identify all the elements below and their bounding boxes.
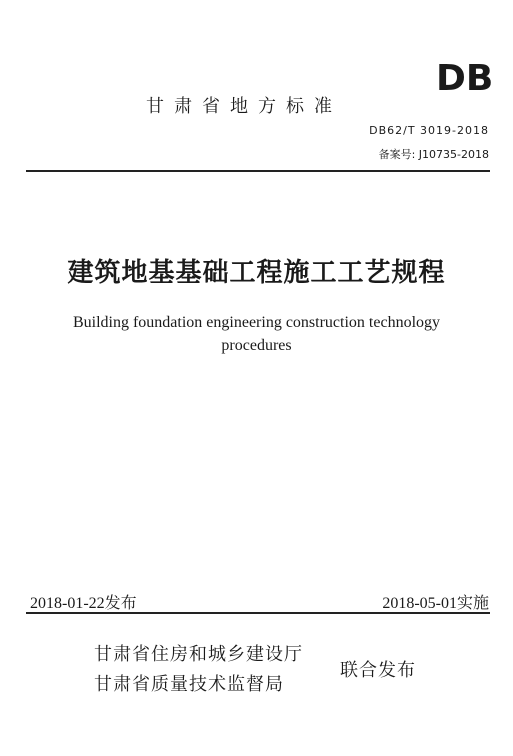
filing-number: 备案号: J10735-2018 [378, 148, 489, 161]
joint-release-label: 联合发布 [340, 660, 416, 681]
document-title-english [0, 311, 513, 357]
issue-date: 2018-01-22发布 [30, 595, 137, 612]
standard-type: 甘肃省地方标准 [146, 96, 342, 117]
issuer-quality-bureau: 甘肃省质量技术监督局 [94, 674, 284, 695]
top-divider [26, 170, 490, 172]
standard-number: DB62/T 3019-2018 [369, 124, 489, 137]
document-title-chinese: 建筑地基基础工程施工工艺规程 [67, 258, 446, 287]
english-title-line-1: Building foundation engineering construction technology [72, 314, 441, 331]
issuer-housing-department: 甘肃省住房和城乡建设厅 [94, 644, 303, 665]
english-title-line-2: procedures [221, 337, 292, 354]
db-code-label: DB [436, 58, 494, 99]
implementation-date: 2018-05-01实施 [382, 595, 489, 612]
bottom-divider [26, 612, 490, 614]
